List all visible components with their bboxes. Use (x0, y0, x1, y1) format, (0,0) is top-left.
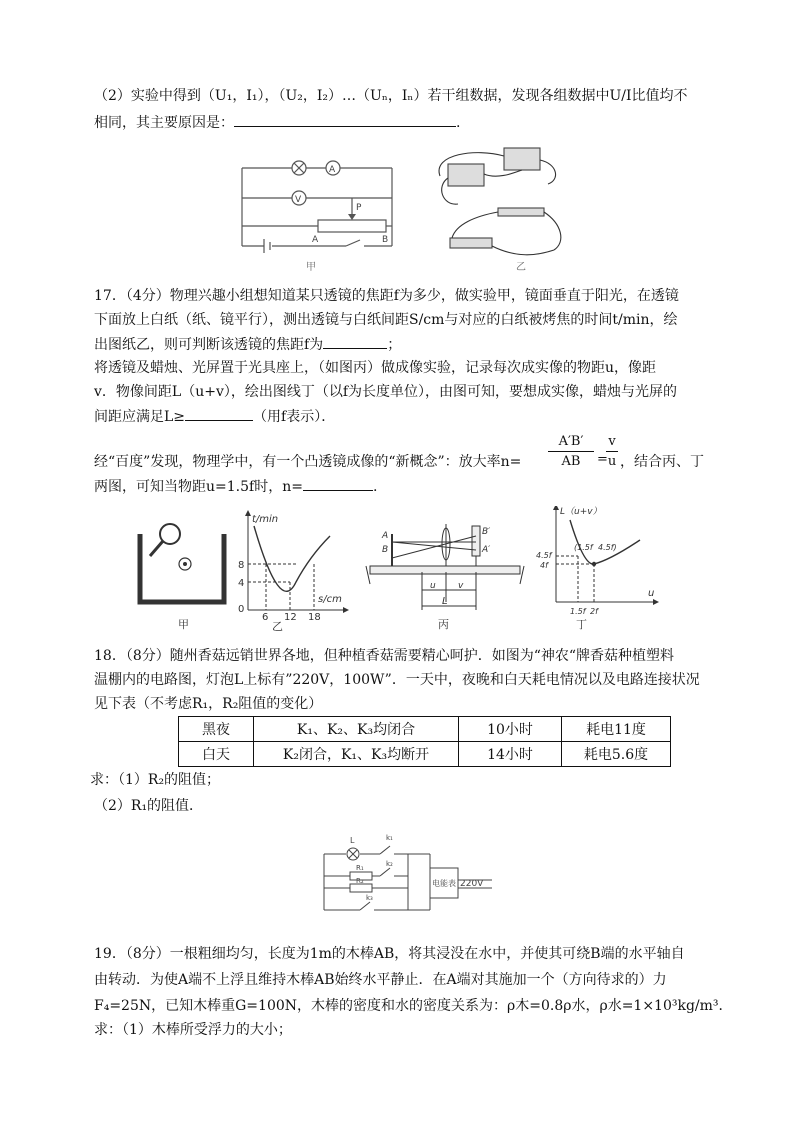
ammeter-label: A (329, 165, 336, 175)
table-cell: K₂闭合，K₁、K₃均断开 (254, 742, 459, 767)
q16-figure (236, 146, 566, 272)
q19-line3: F₄=25N，已知木棒重G=100N，木棒的密度和水的密度关系为：ρ木=0.8ρ水，ρ水=1×10³kg/m³． (94, 998, 733, 1014)
switch-k2-label: k₂ (386, 860, 393, 868)
fig-label-bing: 丙 (438, 618, 449, 631)
q18-line1: 18．（8分）随州香菇远销世界各地，但种植香菇需要精心呵护．如图为“神农“牌香菇种植塑料 (94, 648, 675, 664)
s-axis-label: s/cm (318, 594, 342, 605)
fig-jia (140, 524, 224, 602)
s-tick: 18 (308, 612, 321, 623)
ratio-fraction (606, 434, 618, 469)
x-tick: 1.5f (570, 607, 586, 616)
q17-line7-text: 经“百度”发现，物理学中，有一个凸透镜成像的“新概念”：放大率n= (94, 454, 522, 470)
fraction-numerator: v (606, 434, 618, 452)
switch-k3-label: k₃ (366, 894, 373, 902)
power-usage-table (178, 716, 671, 767)
s-tick: 6 (262, 612, 269, 623)
q17-line7 (94, 452, 521, 472)
q19-line2: 由转动．为使A端不上浮且维持木棒AB始终水平静止．在A端对其施加一个（方向待求的）力 (94, 972, 667, 988)
resistor-r2-label: R₂ (356, 877, 364, 885)
answer-blank[interactable] (323, 334, 387, 349)
bing-l-label: L (442, 596, 448, 607)
slider-label: P (356, 203, 362, 213)
magnification-fraction (548, 434, 594, 469)
rheostat-b-label: B (382, 235, 389, 245)
t-tick: 4 (238, 578, 245, 589)
q18-ask1: 求：（1）R₂的阻值； (90, 772, 221, 788)
q17-line5: v．物像间距L（u+v），绘出图线丁（以f为长度单位），由图可知，要想成实像，蜡烛与光屏的 (94, 384, 678, 400)
q17-line3-end: ； (387, 337, 402, 353)
q17-line8-text: 两图，可知当物距u=1.5f时，n= (94, 479, 303, 495)
q17-line2: 下面放上白纸（纸、镜平行），测出透镜与白纸间距S/cm与对应的白纸被烤焦的时间t/min，绘 (94, 312, 678, 328)
q19-line1: 19．（8分）一根粗细均匀，长度为1m的木棒AB，将其浸没在水中，并使其可绕B端的水平轴自 (94, 946, 685, 962)
t-axis-label: t/min (252, 514, 279, 525)
fig-label-yi: 乙 (272, 620, 283, 633)
bing-b-label: B (382, 545, 389, 555)
q17-line7-end: ，结合丙、丁 (620, 454, 704, 470)
table-cell: 白天 (179, 742, 254, 767)
fig-label-yi: 乙 (516, 262, 526, 272)
q18-circuit (318, 824, 498, 928)
fraction-denominator: u (607, 454, 617, 469)
s-tick: 12 (284, 612, 297, 623)
table-row (179, 742, 671, 767)
q16-part2-line1: （2）实验中得到（U₁，I₁），（U₂，I₂）…（Uₙ，Iₙ）若干组数据，发现各组数据中U/I比值均不 (94, 88, 688, 104)
q16-part2-end: . (456, 115, 461, 131)
q17-line8-end: . (372, 479, 378, 495)
bing-u-label: u (430, 581, 436, 591)
bing-a-label: A (382, 531, 389, 541)
rheostat-a-label: A (312, 235, 319, 245)
table-cell: 10小时 (459, 717, 562, 742)
table-cell: 黑夜 (179, 717, 254, 742)
point-label: (1.5f (574, 543, 593, 552)
table-cell: 耗电5.6度 (562, 742, 671, 767)
bing-a2-label: A′ (482, 545, 491, 555)
resistor-r1-label: R₁ (356, 864, 364, 872)
answer-blank[interactable] (234, 112, 456, 127)
q18-line3: 见下表（不考虑R₁，R₂阻值的变化） (94, 696, 323, 712)
q17-line6-text: 间距应满足L≥ (94, 409, 186, 425)
q16-part2-line2 (94, 112, 460, 133)
answer-blank[interactable] (185, 406, 253, 421)
q19-line4: 求：（1）木棒所受浮力的大小； (94, 1022, 292, 1038)
q17-line3-text: 出图纸乙，则可判断该透镜的焦距f为 (94, 337, 324, 353)
q17-line3 (94, 334, 401, 355)
t-tick: 0 (238, 604, 245, 615)
table-cell: K₁、K₂、K₃均闭合 (254, 717, 459, 742)
fig-ding-graph (556, 508, 655, 602)
fraction-numerator: A′B′ (548, 434, 594, 452)
y-tick: 4f (540, 561, 548, 570)
fraction-denominator: AB (561, 454, 581, 469)
table-row (179, 717, 671, 742)
bing-b2-label: B′ (482, 527, 491, 537)
q17-line4: 将透镜及蜡烛、光屏置于光具座上，（如图丙）做成像实验，记录每次成实像的物距u，像距 (94, 360, 657, 376)
q17-line6 (94, 406, 335, 427)
q18-line2: 温棚内的电路图，灯泡L上标有”220V，100W”．一天中，夜晚和白天耗电情况以及电路连接状况 (94, 672, 700, 688)
fig-label-jia: 甲 (178, 618, 189, 631)
q18-ask2: （2）R₁的阻值． (94, 798, 204, 814)
fig-label-ding: 丁 (576, 618, 587, 631)
t-tick: 8 (238, 560, 245, 571)
energy-meter-label: 电能表 (432, 879, 456, 888)
fig-label-jia: 甲 (306, 262, 316, 272)
point-label: 4.5f) (598, 543, 617, 552)
x-tick: 2f (590, 607, 598, 616)
q17-line1: 17．（4分）物理兴趣小组想知道某只透镜的焦距f为多少，做实验甲，镜面垂直于阳光，在透镜 (94, 288, 679, 304)
switch-k1-label: k₁ (386, 834, 393, 842)
u-axis-label: u (648, 588, 655, 599)
lamp-label: L (350, 836, 355, 845)
voltmeter-label: V (295, 195, 302, 205)
table-cell: 耗电11度 (562, 717, 671, 742)
y-tick: 4.5f (536, 551, 552, 560)
q17-line8 (94, 476, 377, 497)
q17-line6-end: （用f表示）． (253, 409, 336, 425)
table-cell: 14小时 (459, 742, 562, 767)
answer-blank[interactable] (303, 476, 373, 491)
q17-figures (130, 506, 670, 634)
equals-sign: = (597, 452, 608, 467)
voltage-label: 220V (460, 879, 484, 889)
l-axis-label: L（u+v） (560, 507, 602, 517)
bing-v-label: v (458, 581, 464, 591)
q16-part2-text: 相同，其主要原因是： (94, 115, 234, 131)
